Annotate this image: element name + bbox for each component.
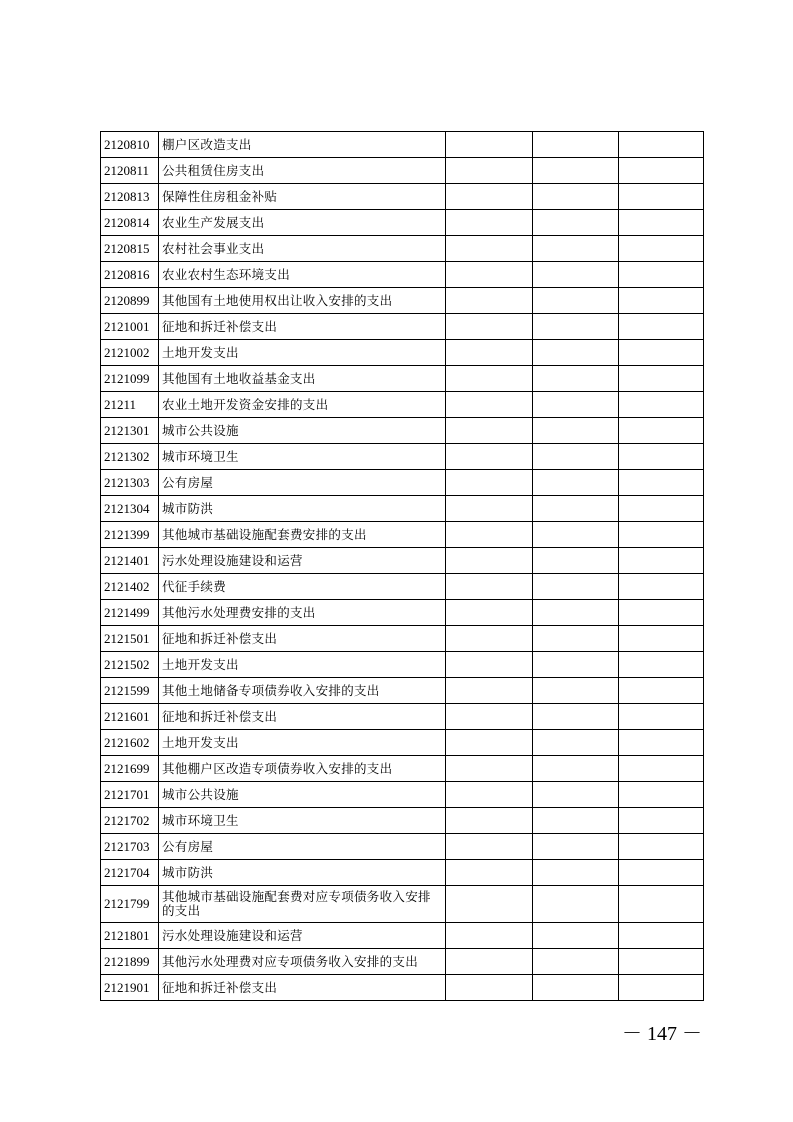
- subject-name-cell: 代征手续费: [159, 574, 446, 600]
- amount-cell: [533, 704, 619, 730]
- table-row: [101, 600, 704, 626]
- amount-cell: [533, 808, 619, 834]
- subject-code-cell: 2120816: [101, 262, 159, 288]
- amount-cell: [619, 418, 704, 444]
- amount-cell: [619, 574, 704, 600]
- subject-name-cell: 棚户区改造支出: [159, 132, 446, 158]
- amount-cell: [619, 184, 704, 210]
- table-row: [101, 158, 704, 184]
- subject-code-cell: 2121602: [101, 730, 159, 756]
- amount-cell: [619, 496, 704, 522]
- amount-cell: [619, 886, 704, 923]
- subject-name-cell: 城市环境卫生: [159, 444, 446, 470]
- amount-cell: [533, 626, 619, 652]
- table-row: [101, 678, 704, 704]
- subject-code-cell: 2121304: [101, 496, 159, 522]
- amount-cell: [619, 132, 704, 158]
- amount-cell: [533, 366, 619, 392]
- subject-name-cell: 其他棚户区改造专项债券收入安排的支出: [159, 756, 446, 782]
- table-row: [101, 808, 704, 834]
- amount-cell: [533, 652, 619, 678]
- amount-cell: [446, 678, 533, 704]
- subject-name-cell: 农村社会事业支出: [159, 236, 446, 262]
- table-row: [101, 444, 704, 470]
- subject-code-cell: 2121001: [101, 314, 159, 340]
- subject-name-cell: 征地和拆迁补偿支出: [159, 626, 446, 652]
- subject-code-cell: 2121801: [101, 923, 159, 949]
- amount-cell: [619, 808, 704, 834]
- amount-cell: [533, 132, 619, 158]
- amount-cell: [533, 574, 619, 600]
- subject-name-cell: 城市防洪: [159, 496, 446, 522]
- amount-cell: [619, 678, 704, 704]
- subject-name-cell: 其他污水处理费对应专项债务收入安排的支出: [159, 949, 446, 975]
- subject-code-cell: 2120810: [101, 132, 159, 158]
- subject-name-cell: 土地开发支出: [159, 340, 446, 366]
- budget-table: [100, 131, 704, 1001]
- amount-cell: [533, 470, 619, 496]
- amount-cell: [446, 210, 533, 236]
- amount-cell: [446, 288, 533, 314]
- subject-code-cell: 2121701: [101, 782, 159, 808]
- amount-cell: [619, 444, 704, 470]
- amount-cell: [619, 340, 704, 366]
- amount-cell: [533, 886, 619, 923]
- amount-cell: [533, 444, 619, 470]
- amount-cell: [619, 392, 704, 418]
- amount-cell: [533, 834, 619, 860]
- subject-code-cell: 2121499: [101, 600, 159, 626]
- table-row: [101, 210, 704, 236]
- subject-name-cell: 农业土地开发资金安排的支出: [159, 392, 446, 418]
- amount-cell: [446, 923, 533, 949]
- amount-cell: [619, 470, 704, 496]
- subject-code-cell: 2121303: [101, 470, 159, 496]
- subject-name-cell: 城市环境卫生: [159, 808, 446, 834]
- amount-cell: [619, 975, 704, 1001]
- subject-code-cell: 2121301: [101, 418, 159, 444]
- subject-name-cell: 征地和拆迁补偿支出: [159, 314, 446, 340]
- table-row: [101, 652, 704, 678]
- subject-code-cell: 2120815: [101, 236, 159, 262]
- amount-cell: [446, 782, 533, 808]
- subject-code-cell: 2120814: [101, 210, 159, 236]
- subject-name-cell: 其他国有土地使用权出让收入安排的支出: [159, 288, 446, 314]
- table-row: [101, 730, 704, 756]
- amount-cell: [446, 704, 533, 730]
- subject-name-cell: 城市公共设施: [159, 418, 446, 444]
- subject-name-cell: 征地和拆迁补偿支出: [159, 975, 446, 1001]
- amount-cell: [446, 262, 533, 288]
- amount-cell: [533, 522, 619, 548]
- amount-cell: [446, 444, 533, 470]
- table-row: [101, 470, 704, 496]
- table-row: [101, 860, 704, 886]
- table-row: [101, 782, 704, 808]
- subject-name-cell: 农业农村生态环境支出: [159, 262, 446, 288]
- subject-name-cell: 保障性住房租金补贴: [159, 184, 446, 210]
- amount-cell: [446, 522, 533, 548]
- amount-cell: [533, 949, 619, 975]
- amount-cell: [533, 158, 619, 184]
- amount-cell: [619, 158, 704, 184]
- amount-cell: [533, 730, 619, 756]
- table-row: [101, 574, 704, 600]
- amount-cell: [619, 704, 704, 730]
- subject-name-cell: 其他城市基础设施配套费对应专项债务收入安排的支出: [159, 886, 446, 923]
- amount-cell: [533, 600, 619, 626]
- amount-cell: [619, 626, 704, 652]
- amount-cell: [446, 860, 533, 886]
- subject-name-cell: 其他城市基础设施配套费安排的支出: [159, 522, 446, 548]
- table-row: [101, 886, 704, 923]
- subject-code-cell: 2121501: [101, 626, 159, 652]
- table-row: [101, 704, 704, 730]
- amount-cell: [533, 923, 619, 949]
- subject-code-cell: 2121601: [101, 704, 159, 730]
- subject-code-cell: 2121699: [101, 756, 159, 782]
- amount-cell: [533, 975, 619, 1001]
- subject-name-cell: 其他国有土地收益基金支出: [159, 366, 446, 392]
- subject-name-cell: 其他污水处理费安排的支出: [159, 600, 446, 626]
- amount-cell: [619, 288, 704, 314]
- amount-cell: [533, 496, 619, 522]
- amount-cell: [446, 600, 533, 626]
- subject-code-cell: 2121402: [101, 574, 159, 600]
- table-row: [101, 366, 704, 392]
- amount-cell: [446, 470, 533, 496]
- subject-name-cell: 农业生产发展支出: [159, 210, 446, 236]
- amount-cell: [619, 548, 704, 574]
- subject-name-cell: 污水处理设施建设和运营: [159, 548, 446, 574]
- amount-cell: [533, 392, 619, 418]
- amount-cell: [446, 626, 533, 652]
- subject-code-cell: 2120899: [101, 288, 159, 314]
- amount-cell: [619, 210, 704, 236]
- table-row: [101, 756, 704, 782]
- amount-cell: [533, 782, 619, 808]
- table-row: [101, 496, 704, 522]
- table-row: [101, 132, 704, 158]
- subject-name-cell: 污水处理设施建设和运营: [159, 923, 446, 949]
- subject-code-cell: 2121401: [101, 548, 159, 574]
- amount-cell: [446, 314, 533, 340]
- subject-code-cell: 2120813: [101, 184, 159, 210]
- subject-code-cell: 2121399: [101, 522, 159, 548]
- amount-cell: [446, 548, 533, 574]
- page-number: － 147 －: [622, 1023, 702, 1045]
- amount-cell: [619, 923, 704, 949]
- amount-cell: [533, 340, 619, 366]
- subject-name-cell: 公共租赁住房支出: [159, 158, 446, 184]
- subject-name-cell: 公有房屋: [159, 470, 446, 496]
- amount-cell: [533, 756, 619, 782]
- amount-cell: [619, 949, 704, 975]
- subject-code-cell: 2121502: [101, 652, 159, 678]
- table-row: [101, 626, 704, 652]
- table-body: [101, 132, 704, 1001]
- table-row: [101, 340, 704, 366]
- amount-cell: [446, 975, 533, 1001]
- subject-name-cell: 征地和拆迁补偿支出: [159, 704, 446, 730]
- amount-cell: [446, 756, 533, 782]
- amount-cell: [619, 600, 704, 626]
- subject-name-cell: 土地开发支出: [159, 652, 446, 678]
- amount-cell: [446, 392, 533, 418]
- amount-cell: [446, 574, 533, 600]
- table-row: [101, 288, 704, 314]
- subject-name-cell: 土地开发支出: [159, 730, 446, 756]
- amount-cell: [533, 262, 619, 288]
- subject-code-cell: 2121002: [101, 340, 159, 366]
- amount-cell: [619, 834, 704, 860]
- amount-cell: [533, 210, 619, 236]
- subject-code-cell: 2121704: [101, 860, 159, 886]
- amount-cell: [446, 158, 533, 184]
- amount-cell: [533, 860, 619, 886]
- table-row: [101, 262, 704, 288]
- amount-cell: [446, 949, 533, 975]
- amount-cell: [533, 314, 619, 340]
- amount-cell: [446, 366, 533, 392]
- subject-code-cell: 2121899: [101, 949, 159, 975]
- amount-cell: [619, 314, 704, 340]
- amount-cell: [446, 418, 533, 444]
- amount-cell: [446, 834, 533, 860]
- table-row: [101, 418, 704, 444]
- amount-cell: [446, 730, 533, 756]
- amount-cell: [533, 236, 619, 262]
- amount-cell: [619, 756, 704, 782]
- amount-cell: [533, 184, 619, 210]
- amount-cell: [446, 340, 533, 366]
- amount-cell: [533, 678, 619, 704]
- subject-code-cell: 21211: [101, 392, 159, 418]
- subject-name-cell: 城市公共设施: [159, 782, 446, 808]
- subject-code-cell: 2121703: [101, 834, 159, 860]
- amount-cell: [619, 262, 704, 288]
- amount-cell: [446, 496, 533, 522]
- amount-cell: [446, 652, 533, 678]
- subject-name-cell: 城市防洪: [159, 860, 446, 886]
- amount-cell: [446, 184, 533, 210]
- amount-cell: [446, 886, 533, 923]
- amount-cell: [619, 860, 704, 886]
- amount-cell: [619, 522, 704, 548]
- table-row: [101, 548, 704, 574]
- subject-code-cell: 2121099: [101, 366, 159, 392]
- subject-code-cell: 2121302: [101, 444, 159, 470]
- amount-cell: [619, 366, 704, 392]
- amount-cell: [619, 236, 704, 262]
- amount-cell: [446, 236, 533, 262]
- amount-cell: [533, 418, 619, 444]
- amount-cell: [619, 652, 704, 678]
- table-row: [101, 522, 704, 548]
- subject-code-cell: 2121901: [101, 975, 159, 1001]
- amount-cell: [619, 730, 704, 756]
- table-row: [101, 392, 704, 418]
- subject-code-cell: 2121702: [101, 808, 159, 834]
- subject-code-cell: 2121799: [101, 886, 159, 923]
- subject-name-cell: 公有房屋: [159, 834, 446, 860]
- table-row: [101, 834, 704, 860]
- table-row: [101, 949, 704, 975]
- table-row: [101, 184, 704, 210]
- subject-name-cell: 其他土地储备专项债券收入安排的支出: [159, 678, 446, 704]
- amount-cell: [446, 132, 533, 158]
- subject-code-cell: 2120811: [101, 158, 159, 184]
- amount-cell: [533, 548, 619, 574]
- amount-cell: [619, 782, 704, 808]
- table-row: [101, 975, 704, 1001]
- amount-cell: [446, 808, 533, 834]
- amount-cell: [533, 288, 619, 314]
- table-row: [101, 314, 704, 340]
- subject-code-cell: 2121599: [101, 678, 159, 704]
- table-row: [101, 236, 704, 262]
- table-row: [101, 923, 704, 949]
